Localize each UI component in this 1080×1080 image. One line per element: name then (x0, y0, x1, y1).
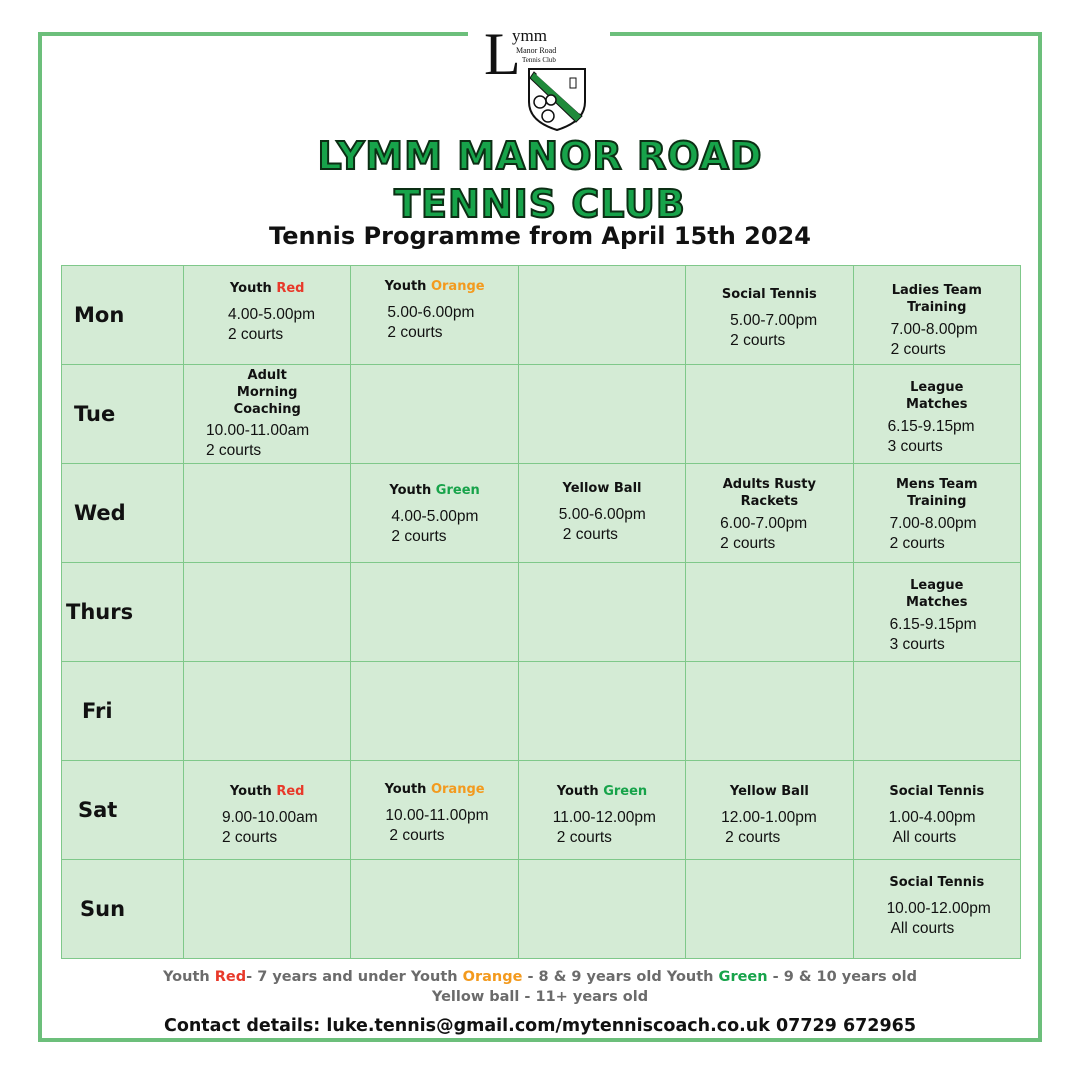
session-name: League (910, 578, 964, 593)
legend-green-text: - 9 & 10 years old (767, 969, 917, 985)
legend-red-prefix: Youth (163, 969, 215, 985)
empty-cell (518, 365, 685, 464)
empty-cell (686, 662, 853, 761)
table-row (62, 563, 1021, 662)
session-time: 6.15-9.15pm (889, 616, 977, 633)
logo-ymm: ymm (512, 26, 547, 45)
legend-red-word: Red (214, 969, 247, 985)
session-courts: All courts (892, 829, 957, 846)
session-colour: Red (276, 281, 305, 296)
session-courts: All courts (890, 920, 955, 937)
session-cell (686, 266, 853, 365)
session-cell (686, 761, 853, 860)
empty-cell (686, 563, 853, 662)
session-time: 7.00-8.00pm (889, 515, 977, 532)
session-name-2: Matches (906, 595, 968, 610)
session-name: Adult (247, 368, 287, 383)
club-title-line1: LYMM MANOR ROAD (317, 134, 763, 178)
session-name: Ladies Team (891, 283, 982, 298)
session-cell (184, 365, 351, 464)
session-name-3: Coaching (233, 402, 301, 417)
table-row (62, 266, 1021, 365)
empty-cell (686, 365, 853, 464)
legend-green-prefix: Youth (666, 969, 719, 985)
session-prefix: Youth (384, 279, 431, 294)
session-time: 5.00-6.00pm (387, 304, 475, 321)
session-name: Yellow Ball (729, 784, 809, 799)
table-row (62, 464, 1021, 563)
session-time: 4.00-5.00pm (391, 508, 479, 525)
day-label: Sun (62, 860, 184, 959)
session-colour: Green (435, 483, 480, 498)
session-cell (853, 266, 1020, 365)
empty-cell (518, 662, 685, 761)
session-prefix: Youth (556, 784, 604, 799)
day-label: Sat (62, 761, 184, 860)
empty-cell (686, 860, 853, 959)
session-cell (853, 563, 1020, 662)
empty-cell (184, 662, 351, 761)
session-courts: 2 courts (228, 326, 284, 343)
day-label: Fri (62, 662, 184, 761)
empty-cell (853, 662, 1020, 761)
legend-orange-word: Orange (462, 969, 523, 985)
session-courts: 2 courts (556, 829, 612, 846)
session-courts: 2 courts (889, 535, 945, 552)
session-time: 7.00-8.00pm (890, 321, 978, 338)
empty-cell (184, 563, 351, 662)
session-cell (853, 464, 1020, 563)
session-name-2: Matches (906, 397, 968, 412)
age-legend (0, 969, 1080, 985)
session-time: 5.00-6.00pm (558, 506, 646, 523)
session-cell (853, 761, 1020, 860)
session-colour: Orange (430, 782, 485, 797)
session-name: Social Tennis (721, 287, 817, 302)
session-courts: 2 courts (730, 332, 786, 349)
club-title-line2: TENNIS CLUB (394, 182, 686, 226)
day-label: Mon (62, 266, 184, 365)
shield-icon (526, 66, 588, 132)
session-cell (351, 266, 518, 365)
table-row (62, 365, 1021, 464)
legend-red-text: - 7 years and under (246, 969, 411, 985)
contact-details: Contact details: luke.tennis@gmail.com/mytenniscoach.co.uk 07729 672965 (163, 1016, 916, 1036)
session-time: 10.00-12.00pm (886, 900, 991, 917)
session-time: 11.00-12.00pm (552, 809, 656, 826)
session-prefix: Youth (384, 782, 431, 797)
session-time: 6.00-7.00pm (720, 515, 808, 532)
empty-cell (518, 266, 685, 365)
empty-cell (184, 860, 351, 959)
legend-orange-text: - 8 & 9 years old (522, 969, 667, 985)
empty-cell (518, 563, 685, 662)
session-cell (351, 464, 518, 563)
session-prefix: Youth (229, 281, 277, 296)
logo-line1: Manor Road (516, 46, 557, 55)
legend-green-word: Green (718, 969, 768, 985)
session-time: 10.00-11.00am (206, 422, 310, 439)
session-time: 1.00-4.00pm (888, 809, 976, 826)
session-courts: 2 courts (391, 528, 447, 545)
session-name: Yellow Ball (562, 481, 642, 496)
day-label: Tue (62, 365, 184, 464)
session-courts: 3 courts (889, 636, 945, 653)
session-name-2: Training (907, 300, 967, 315)
session-cell (518, 464, 685, 563)
session-courts: 2 courts (562, 526, 618, 543)
empty-cell (351, 365, 518, 464)
session-name-2: Morning (236, 385, 298, 400)
session-name: Mens Team (896, 477, 978, 492)
day-label: Wed (62, 464, 184, 563)
logo-letter: L (484, 21, 521, 87)
session-time: 10.00-11.00pm (385, 807, 489, 824)
session-courts: 2 courts (387, 324, 443, 341)
empty-cell (184, 464, 351, 563)
empty-cell (351, 860, 518, 959)
session-cell (184, 266, 351, 365)
table-row (62, 860, 1021, 959)
programme-subtitle: Tennis Programme from April 15th 2024 (269, 222, 811, 250)
session-courts: 2 courts (389, 827, 445, 844)
empty-cell (351, 563, 518, 662)
session-courts: 2 courts (206, 442, 262, 459)
session-time: 9.00-10.00am (222, 809, 318, 826)
schedule-table (61, 265, 1021, 959)
session-name-2: Rackets (740, 494, 799, 509)
empty-cell (351, 662, 518, 761)
session-time: 5.00-7.00pm (730, 312, 818, 329)
session-courts: 3 courts (887, 438, 943, 455)
empty-cell (518, 860, 685, 959)
legend-orange-prefix: Youth (410, 969, 463, 985)
session-name: Adults Rusty (722, 477, 816, 492)
session-time: 12.00-1.00pm (721, 809, 817, 826)
session-courts: 2 courts (222, 829, 278, 846)
session-prefix: Youth (229, 784, 277, 799)
session-name: League (910, 380, 964, 395)
club-logo (480, 21, 600, 134)
session-cell (351, 761, 518, 860)
session-time: 6.15-9.15pm (887, 418, 975, 435)
session-cell (184, 761, 351, 860)
session-name: Social Tennis (889, 875, 985, 890)
legend-yellow: Yellow ball - 11+ years old (431, 989, 649, 1005)
logo-line2: Tennis Club (522, 56, 556, 64)
session-colour: Orange (430, 279, 485, 294)
session-name: Social Tennis (889, 784, 985, 799)
session-cell (853, 860, 1020, 959)
session-time: 4.00-5.00pm (228, 306, 316, 323)
session-courts: 2 courts (890, 341, 946, 358)
session-courts: 2 courts (725, 829, 781, 846)
session-courts: 2 courts (720, 535, 776, 552)
session-colour: Green (603, 784, 648, 799)
session-cell (686, 464, 853, 563)
table-row (62, 662, 1021, 761)
session-name-2: Training (907, 494, 967, 509)
session-cell (853, 365, 1020, 464)
session-prefix: Youth (389, 483, 436, 498)
day-label: Thurs (62, 563, 184, 662)
table-row (62, 761, 1021, 860)
session-colour: Red (276, 784, 305, 799)
session-cell (518, 761, 685, 860)
